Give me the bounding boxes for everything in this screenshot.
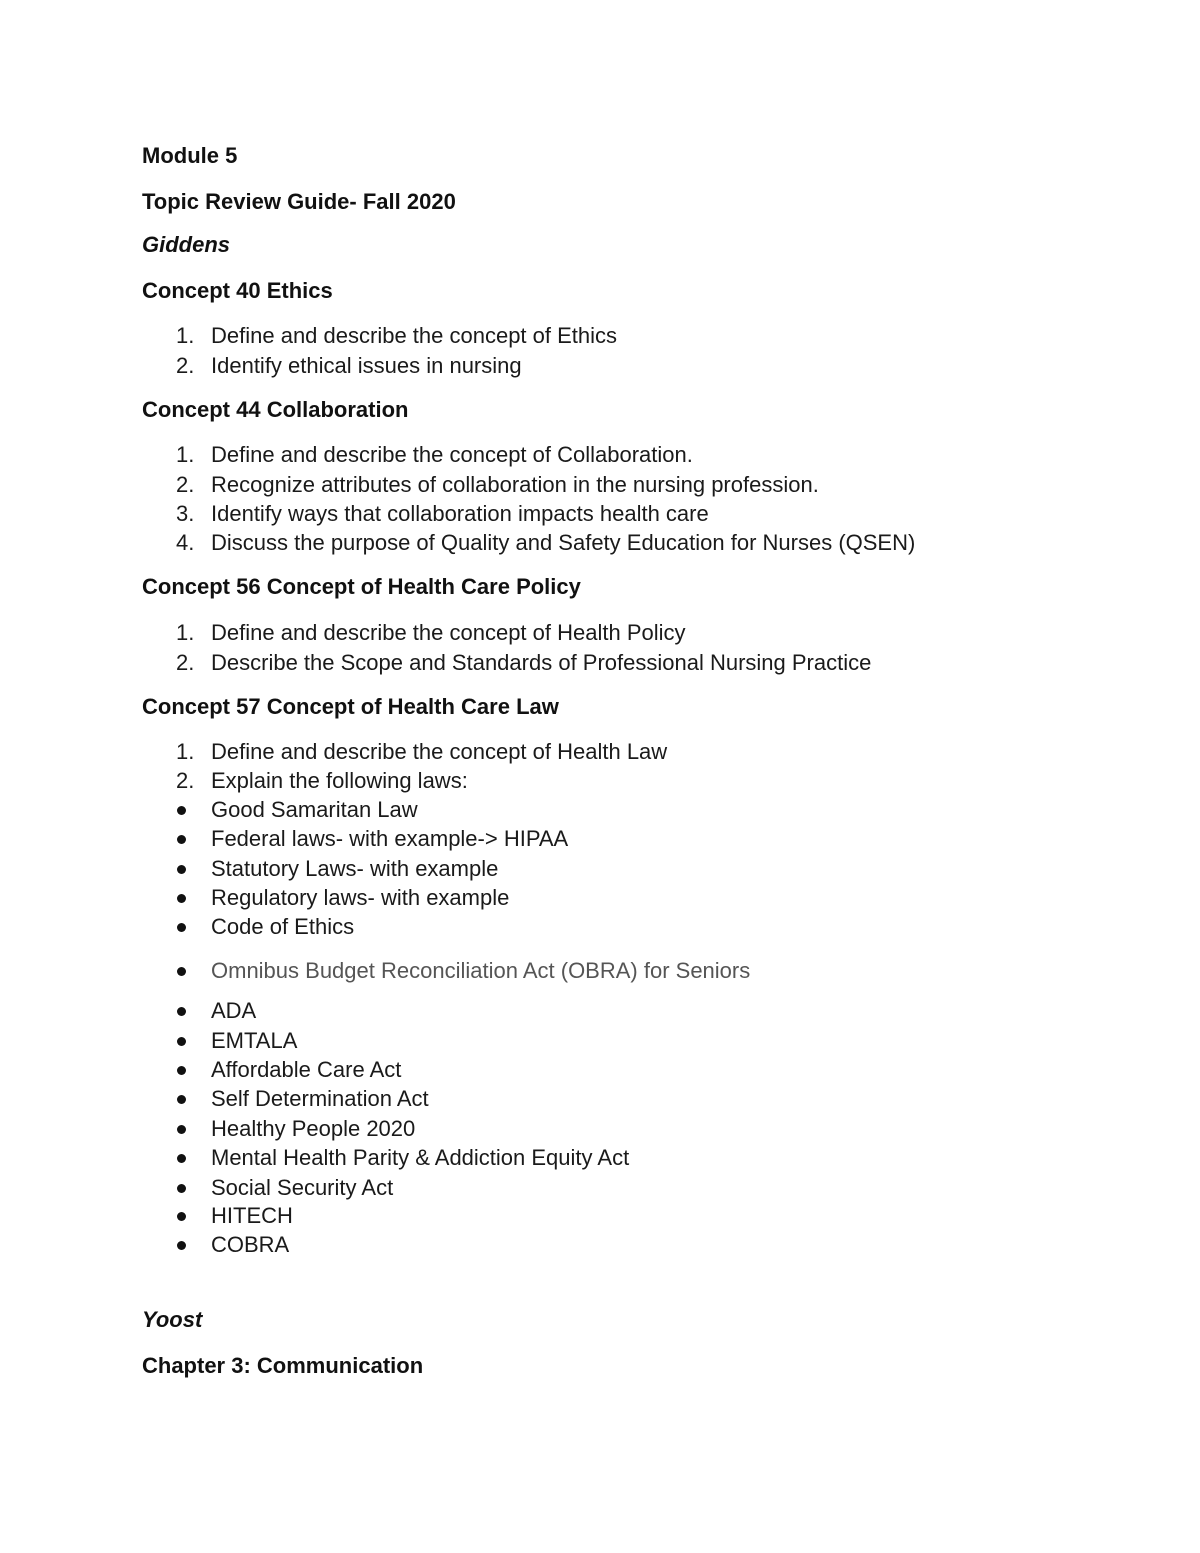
bullet-item-text: Statutory Laws- with example — [211, 856, 499, 881]
concept-heading: Concept 40 Ethics — [142, 278, 333, 303]
bullet-icon — [177, 1037, 186, 1046]
bullet-icon — [177, 1212, 186, 1221]
list-item-text: Describe the Scope and Standards of Professional Nursing Practice — [211, 650, 872, 675]
bullet-icon — [177, 1007, 186, 1016]
bullet-item-text: HITECH — [211, 1203, 293, 1228]
source-heading-giddens: Giddens — [142, 232, 231, 257]
list-number: 4. — [176, 530, 195, 555]
bullet-icon — [177, 923, 186, 932]
concept-heading: Concept 44 Collaboration — [142, 397, 409, 422]
bullet-icon — [177, 894, 186, 903]
bullet-icon — [177, 1095, 186, 1104]
bullet-icon — [177, 967, 186, 976]
bullet-item-text: Self Determination Act — [211, 1086, 429, 1111]
bullet-icon — [177, 806, 186, 815]
bullet-item-text: COBRA — [211, 1232, 290, 1257]
bullet-item-text: Code of Ethics — [211, 914, 355, 939]
bullet-item-text: EMTALA — [211, 1028, 298, 1053]
list-item-text: Explain the following laws: — [211, 768, 468, 793]
bullet-icon — [177, 835, 186, 844]
list-number: 2. — [176, 650, 195, 675]
bullet-item-text: Social Security Act — [211, 1175, 394, 1200]
bullet-item-text: Omnibus Budget Reconciliation Act (OBRA) for Seniors — [211, 958, 751, 983]
list-item-text: Identify ethical issues in nursing — [211, 353, 522, 378]
concept-heading: Concept 56 Concept of Health Care Policy — [142, 574, 581, 599]
bullet-item-text: Mental Health Parity & Addiction Equity Act — [211, 1145, 630, 1170]
bullet-icon — [177, 1241, 186, 1250]
list-item-text: Identify ways that collaboration impacts health care — [211, 501, 709, 526]
list-number: 1. — [176, 620, 195, 645]
list-number: 2. — [176, 768, 195, 793]
bullet-item-text: Affordable Care Act — [211, 1057, 402, 1082]
bullet-item-text: ADA — [211, 998, 257, 1023]
bullet-icon — [177, 1184, 186, 1193]
bullet-item-text: Federal laws- with example-> HIPAA — [211, 826, 569, 851]
list-item-text: Define and describe the concept of Health Policy — [211, 620, 686, 645]
bullet-icon — [177, 1154, 186, 1163]
list-number: 3. — [176, 501, 195, 526]
list-item-text: Define and describe the concept of Health Law — [211, 739, 668, 764]
module-title: Module 5 — [142, 143, 238, 168]
list-number: 2. — [176, 353, 195, 378]
list-number: 1. — [176, 739, 195, 764]
list-number: 1. — [176, 442, 195, 467]
list-item-text: Define and describe the concept of Ethics — [211, 323, 618, 348]
list-number: 1. — [176, 323, 195, 348]
bullet-icon — [177, 1125, 186, 1134]
concept-heading: Concept 57 Concept of Health Care Law — [142, 694, 559, 719]
bullet-item-text: Regulatory laws- with example — [211, 885, 510, 910]
list-item-text: Define and describe the concept of Collaboration. — [211, 442, 693, 467]
list-item-text: Discuss the purpose of Quality and Safety Education for Nurses (QSEN) — [211, 530, 916, 555]
chapter-heading: Chapter 3: Communication — [142, 1353, 424, 1378]
guide-title: Topic Review Guide- Fall 2020 — [142, 189, 456, 214]
bullet-item-text: Good Samaritan Law — [211, 797, 418, 822]
source-heading-yoost: Yoost — [142, 1307, 203, 1332]
bullet-item-text: Healthy People 2020 — [211, 1116, 416, 1141]
bullet-icon — [177, 1066, 186, 1075]
bullet-icon — [177, 865, 186, 874]
list-item-text: Recognize attributes of collaboration in the nursing profession. — [211, 472, 819, 497]
list-number: 2. — [176, 472, 195, 497]
